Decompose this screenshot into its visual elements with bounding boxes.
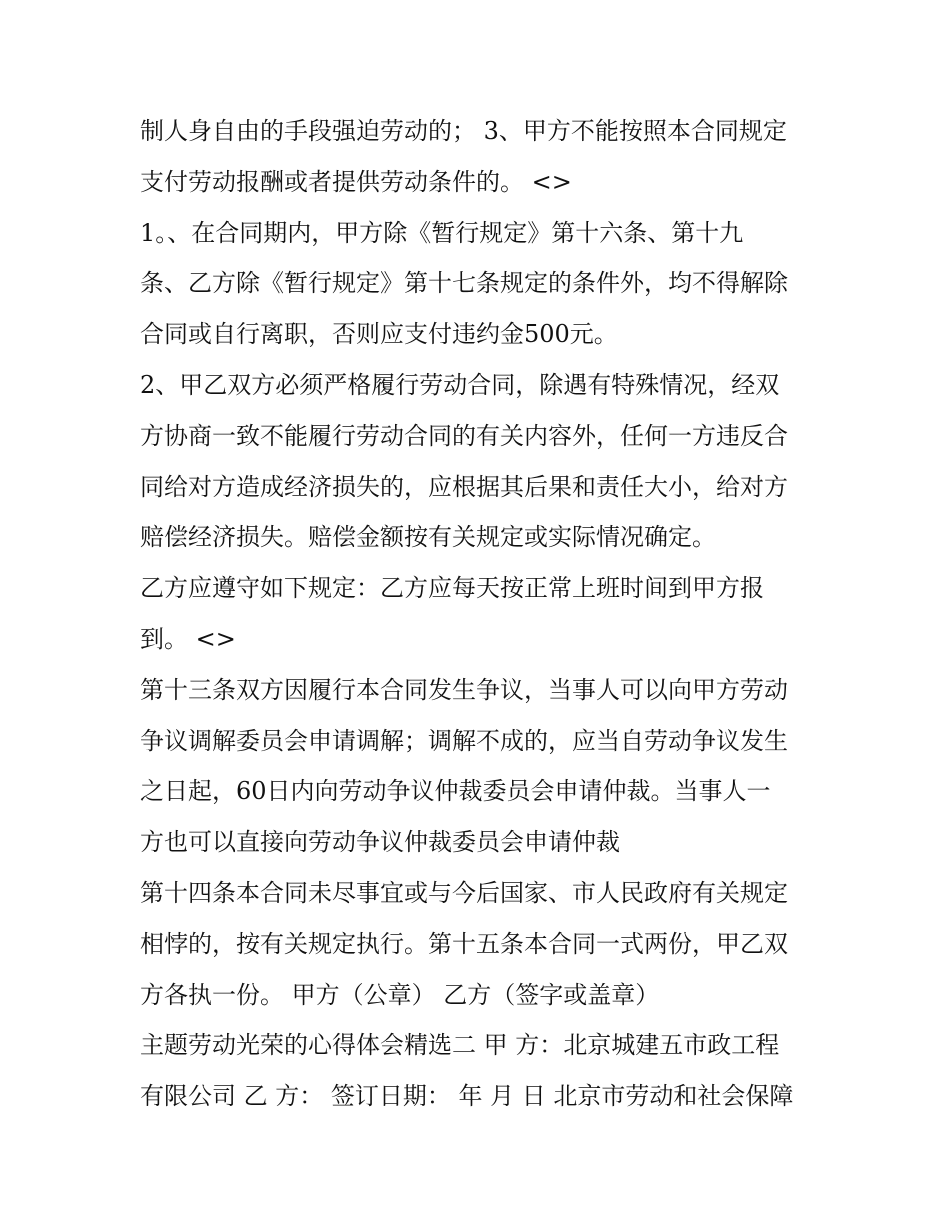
text-line: 方协商一致不能履行劳动合同的有关内容外，任何一方违反合 [140,421,788,450]
text-line: 1。、在合同期内，甲方除《暂行规定》第十六条、第十九 [140,218,744,247]
text-line: 争议调解委员会申请调解；调解不成的，应当自劳动争议发生 [140,726,788,755]
text-line: 方也可以直接向劳动争议仲裁委员会申请仲裁 [140,828,620,857]
text-line: 第十三条双方因履行本合同发生争议，当事人可以向甲方劳动 [140,675,788,704]
text-line: 条、乙方除《暂行规定》第十七条规定的条件外，均不得解除 [140,269,788,298]
text-line: 到。 <> [140,624,236,653]
text-line: 制人身自由的手段强迫劳动的； 3、甲方不能按照本合同规定 [140,117,787,145]
text-line: 相悖的，按有关规定执行。第十五条本合同一式两份，甲乙双 [140,929,788,958]
text-line: 合同或自行离职，否则应支付违约金500元。 [140,320,618,349]
text-line: 之日起，60日内向劳动争议仲裁委员会申请仲裁。当事人一 [140,777,771,806]
text-line: 有限公司 乙 方： 签订日期： 年 月 日 北京市劳动和社会保障 [140,1082,794,1111]
text-line: 乙方应遵守如下规定：乙方应每天按正常上班时间到甲方报 [140,574,764,603]
text-line: 支付劳动报酬或者提供劳动条件的。 <> [140,167,572,196]
text-line: 主题劳动光荣的心得体会精选二 甲 方：北京城建五市政工程 [140,1031,780,1060]
text-line: 同给对方造成经济损失的，应根据其后果和责任大小，给对方 [140,472,788,501]
text-line: 赔偿经济损失。赔偿金额按有关规定或实际情况确定。 [140,523,716,552]
document-body [140,106,830,1122]
text-line: 第十四条本合同未尽事宜或与今后国家、市人民政府有关规定 [140,878,788,907]
text-line: 方各执一份。 甲方（公章） 乙方（签字或盖章） [140,980,660,1009]
text-line: 2、甲乙双方必须严格履行劳动合同，除遇有特殊情况，经双 [140,370,780,399]
